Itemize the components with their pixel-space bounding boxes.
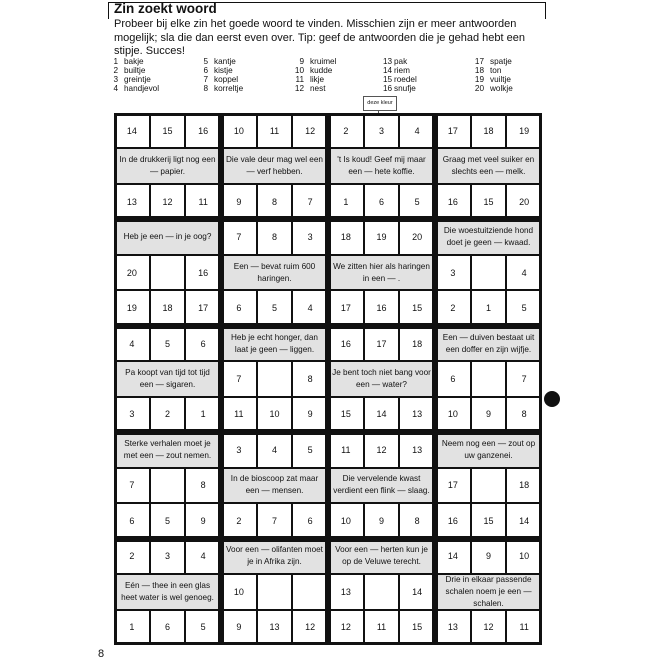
- sentence-cell: In de drukkerij ligt nog een — papier.: [114, 148, 221, 183]
- number-cell: [257, 574, 293, 609]
- number-cell: 1: [328, 184, 364, 219]
- word-item: [113, 75, 151, 84]
- number-cell: 9: [292, 397, 328, 432]
- number-cell: 7: [221, 361, 257, 396]
- word-text: spatje: [490, 57, 512, 66]
- word-item: [203, 84, 243, 93]
- word-item: [113, 66, 145, 75]
- number-cell: 1: [114, 610, 150, 645]
- sentence-cell: Voor een — olifanten moet je in Afrika zijn.: [221, 539, 328, 574]
- number-cell: 2: [150, 397, 186, 432]
- number-cell: 2: [114, 539, 150, 574]
- word-number: 19: [474, 75, 484, 84]
- word-text: bakje: [124, 57, 144, 66]
- word-item: [383, 84, 416, 93]
- word-text: kantje: [214, 57, 236, 66]
- word-text: vuiltje: [490, 75, 511, 84]
- number-cell: 18: [328, 219, 364, 254]
- number-cell: 5: [150, 503, 186, 538]
- number-cell: 11: [221, 397, 257, 432]
- sentence-cell: Pa koopt van tijd tot tijd een — sigaren.: [114, 361, 221, 396]
- sentence-cell: We zitten hier als haringen in een — .: [328, 255, 435, 290]
- number-cell: 11: [257, 113, 293, 148]
- number-cell: 4: [114, 326, 150, 361]
- number-cell: 3: [150, 539, 186, 574]
- number-cell: 4: [292, 290, 328, 325]
- word-item: [473, 75, 511, 84]
- number-cell: 6: [114, 503, 150, 538]
- number-cell: 8: [185, 468, 221, 503]
- number-cell: 14: [399, 574, 435, 609]
- number-cell: 10: [435, 397, 471, 432]
- number-cell: 8: [257, 219, 293, 254]
- number-cell: 2: [435, 290, 471, 325]
- word-text: handjevol: [124, 84, 160, 93]
- number-cell: 5: [292, 432, 328, 467]
- word-number: 6: [203, 66, 208, 75]
- number-cell: 3: [221, 432, 257, 467]
- number-cell: 16: [185, 113, 221, 148]
- number-cell: 3: [292, 219, 328, 254]
- word-item: [293, 57, 336, 66]
- word-number: 4: [113, 84, 118, 93]
- word-number: 12: [294, 84, 304, 93]
- number-cell: 15: [399, 610, 435, 645]
- sentence-cell: In de bioscoop zat maar een — mensen.: [221, 468, 328, 503]
- number-cell: 12: [328, 610, 364, 645]
- number-cell: 19: [506, 113, 542, 148]
- number-cell: 14: [364, 397, 400, 432]
- number-cell: 11: [328, 432, 364, 467]
- number-cell: 18: [399, 326, 435, 361]
- instructions: Probeer bij elke zin het goede woord te vinden. Misschien zijn er meer antwoorden mogelijk; sla die dan eerst even over. Tip: geef de antwoorden die je gehad hebt een stipje. Succes!: [114, 18, 525, 57]
- number-cell: 8: [292, 361, 328, 396]
- number-cell: 13: [435, 610, 471, 645]
- number-cell: 12: [364, 432, 400, 467]
- number-cell: 15: [471, 184, 507, 219]
- number-cell: 12: [292, 610, 328, 645]
- number-cell: 16: [435, 503, 471, 538]
- number-cell: 4: [185, 539, 221, 574]
- number-cell: 15: [328, 397, 364, 432]
- number-cell: 11: [185, 184, 221, 219]
- sentence-cell: Een — bevat ruim 600 haringen.: [221, 255, 328, 290]
- word-item: [383, 66, 410, 75]
- word-text: snufje: [394, 84, 416, 93]
- number-cell: 8: [506, 397, 542, 432]
- word-number: 13: [383, 57, 393, 66]
- word-text: kruimel: [310, 57, 337, 66]
- sentence-cell: Je bent toch niet bang voor een — water?: [328, 361, 435, 396]
- number-cell: 3: [435, 255, 471, 290]
- word-number: 14: [383, 66, 393, 75]
- number-cell: 5: [257, 290, 293, 325]
- page-number: 8: [98, 648, 105, 660]
- word-text: greintje: [124, 75, 151, 84]
- number-cell: 9: [471, 397, 507, 432]
- word-number: 2: [113, 66, 118, 75]
- word-item: [203, 66, 233, 75]
- word-number: 11: [295, 75, 304, 84]
- word-item: [113, 84, 159, 93]
- number-cell: 18: [150, 290, 186, 325]
- number-cell: 13: [328, 574, 364, 609]
- number-cell: 8: [399, 503, 435, 538]
- word-number: 8: [203, 84, 208, 93]
- number-cell: 10: [257, 397, 293, 432]
- number-cell: 9: [364, 503, 400, 538]
- word-text: nest: [310, 84, 326, 93]
- number-cell: 6: [185, 326, 221, 361]
- number-cell: 13: [114, 184, 150, 219]
- word-text: kudde: [310, 66, 333, 75]
- sentence-cell: Heb je een — in je oog?: [114, 219, 221, 254]
- number-cell: 10: [328, 503, 364, 538]
- word-number: 16: [383, 84, 393, 93]
- number-cell: [471, 468, 507, 503]
- word-item: [293, 75, 324, 84]
- number-cell: 5: [150, 326, 186, 361]
- number-cell: 11: [506, 610, 542, 645]
- number-cell: 19: [114, 290, 150, 325]
- number-cell: [471, 361, 507, 396]
- sentence-cell: Graag met veel suiker en slechts een — melk.: [435, 148, 542, 183]
- number-cell: 20: [114, 255, 150, 290]
- number-cell: 6: [150, 610, 186, 645]
- word-text: roedel: [394, 75, 417, 84]
- word-text: koppel: [214, 75, 239, 84]
- number-cell: 15: [399, 290, 435, 325]
- number-cell: 4: [399, 113, 435, 148]
- number-cell: [292, 574, 328, 609]
- number-cell: 12: [471, 610, 507, 645]
- number-cell: 6: [364, 184, 400, 219]
- word-item: [473, 84, 513, 93]
- sentence-cell: Neem nog een — zout op uw ganzenei.: [435, 432, 542, 467]
- number-cell: 1: [185, 397, 221, 432]
- word-number: 5: [203, 57, 208, 66]
- number-cell: 15: [471, 503, 507, 538]
- word-item: [293, 84, 325, 93]
- number-cell: 19: [364, 219, 400, 254]
- number-cell: 7: [506, 361, 542, 396]
- word-item: [293, 66, 332, 75]
- number-cell: 3: [114, 397, 150, 432]
- word-number: 9: [299, 57, 304, 66]
- number-cell: 7: [292, 184, 328, 219]
- number-cell: 15: [150, 113, 186, 148]
- number-cell: 4: [257, 432, 293, 467]
- number-cell: 14: [506, 503, 542, 538]
- word-item: [383, 57, 407, 66]
- word-item: [473, 57, 512, 66]
- word-number: 7: [203, 75, 208, 84]
- word-number: 1: [113, 57, 118, 66]
- number-cell: 18: [506, 468, 542, 503]
- number-cell: 5: [399, 184, 435, 219]
- word-item: [383, 75, 417, 84]
- number-cell: 2: [328, 113, 364, 148]
- sentence-cell: Drie in elkaar passende schalen noem je een — schalen.: [435, 574, 542, 609]
- word-item: [203, 75, 238, 84]
- number-cell: 10: [221, 113, 257, 148]
- number-cell: 9: [471, 539, 507, 574]
- number-cell: 6: [435, 361, 471, 396]
- number-cell: 6: [221, 290, 257, 325]
- number-cell: 9: [221, 610, 257, 645]
- number-cell: 10: [221, 574, 257, 609]
- sentence-cell: Een — duiven bestaat uit een doffer en zijn wijfje.: [435, 326, 542, 361]
- number-cell: 4: [506, 255, 542, 290]
- number-cell: [150, 255, 186, 290]
- number-cell: 1: [471, 290, 507, 325]
- number-cell: 16: [435, 184, 471, 219]
- sentence-cell: Heb je echt honger, dan laat je geen — liggen.: [221, 326, 328, 361]
- number-cell: 17: [328, 290, 364, 325]
- word-number: 10: [294, 66, 304, 75]
- number-cell: 5: [185, 610, 221, 645]
- number-cell: [471, 255, 507, 290]
- word-text: wolkje: [490, 84, 513, 93]
- sentence-cell: Die vale deur mag wel een — verf hebben.: [221, 148, 328, 183]
- number-cell: 7: [221, 219, 257, 254]
- number-cell: 8: [257, 184, 293, 219]
- number-cell: 17: [435, 468, 471, 503]
- number-cell: 11: [364, 610, 400, 645]
- sentence-cell: 't Is koud! Geef mij maar een — hete koffie.: [328, 148, 435, 183]
- number-cell: 6: [292, 503, 328, 538]
- sentence-cell: Voor een — herten kun je op de Veluwe terecht.: [328, 539, 435, 574]
- number-cell: 13: [399, 432, 435, 467]
- number-cell: [364, 574, 400, 609]
- word-item: [473, 66, 501, 75]
- word-text: ton: [490, 66, 502, 75]
- number-cell: [257, 361, 293, 396]
- word-number: 15: [383, 75, 393, 84]
- sentence-cell: Eén — thee in een glas heet water is wel genoeg.: [114, 574, 221, 609]
- number-cell: 20: [506, 184, 542, 219]
- number-cell: 14: [114, 113, 150, 148]
- number-cell: 7: [114, 468, 150, 503]
- word-number: 3: [113, 75, 118, 84]
- page-title: Zin zoekt woord: [114, 1, 217, 16]
- sentence-cell: Die vervelende kwast verdient een flink — slaag.: [328, 468, 435, 503]
- word-text: riem: [394, 66, 410, 75]
- number-cell: 12: [292, 113, 328, 148]
- number-cell: 18: [471, 113, 507, 148]
- word-number: 17: [474, 57, 484, 66]
- word-item: [203, 57, 236, 66]
- sentence-cell: Die woestuitziende hond doet je geen — kwaad.: [435, 219, 542, 254]
- sentence-cell: Sterke verhalen moet je met een — zout nemen.: [114, 432, 221, 467]
- number-cell: 7: [257, 503, 293, 538]
- word-text: likje: [310, 75, 325, 84]
- number-cell: 9: [221, 184, 257, 219]
- word-number: 18: [474, 66, 484, 75]
- number-cell: 20: [399, 219, 435, 254]
- number-cell: 16: [328, 326, 364, 361]
- margin-dot: [544, 391, 560, 407]
- number-cell: 13: [257, 610, 293, 645]
- number-cell: 10: [506, 539, 542, 574]
- number-cell: [150, 468, 186, 503]
- number-cell: 2: [221, 503, 257, 538]
- number-cell: 17: [435, 113, 471, 148]
- number-cell: 5: [506, 290, 542, 325]
- word-item: [113, 57, 144, 66]
- word-text: pak: [394, 57, 408, 66]
- number-cell: 12: [150, 184, 186, 219]
- color-legend: deze kleur: [363, 96, 397, 111]
- number-cell: 9: [185, 503, 221, 538]
- number-cell: 16: [364, 290, 400, 325]
- word-number: 20: [474, 84, 484, 93]
- word-text: korreltje: [214, 84, 244, 93]
- number-cell: 17: [364, 326, 400, 361]
- number-cell: 17: [185, 290, 221, 325]
- word-text: builtje: [124, 66, 146, 75]
- number-cell: 16: [185, 255, 221, 290]
- number-cell: 13: [399, 397, 435, 432]
- number-cell: 14: [435, 539, 471, 574]
- number-cell: 3: [364, 113, 400, 148]
- word-text: kistje: [214, 66, 233, 75]
